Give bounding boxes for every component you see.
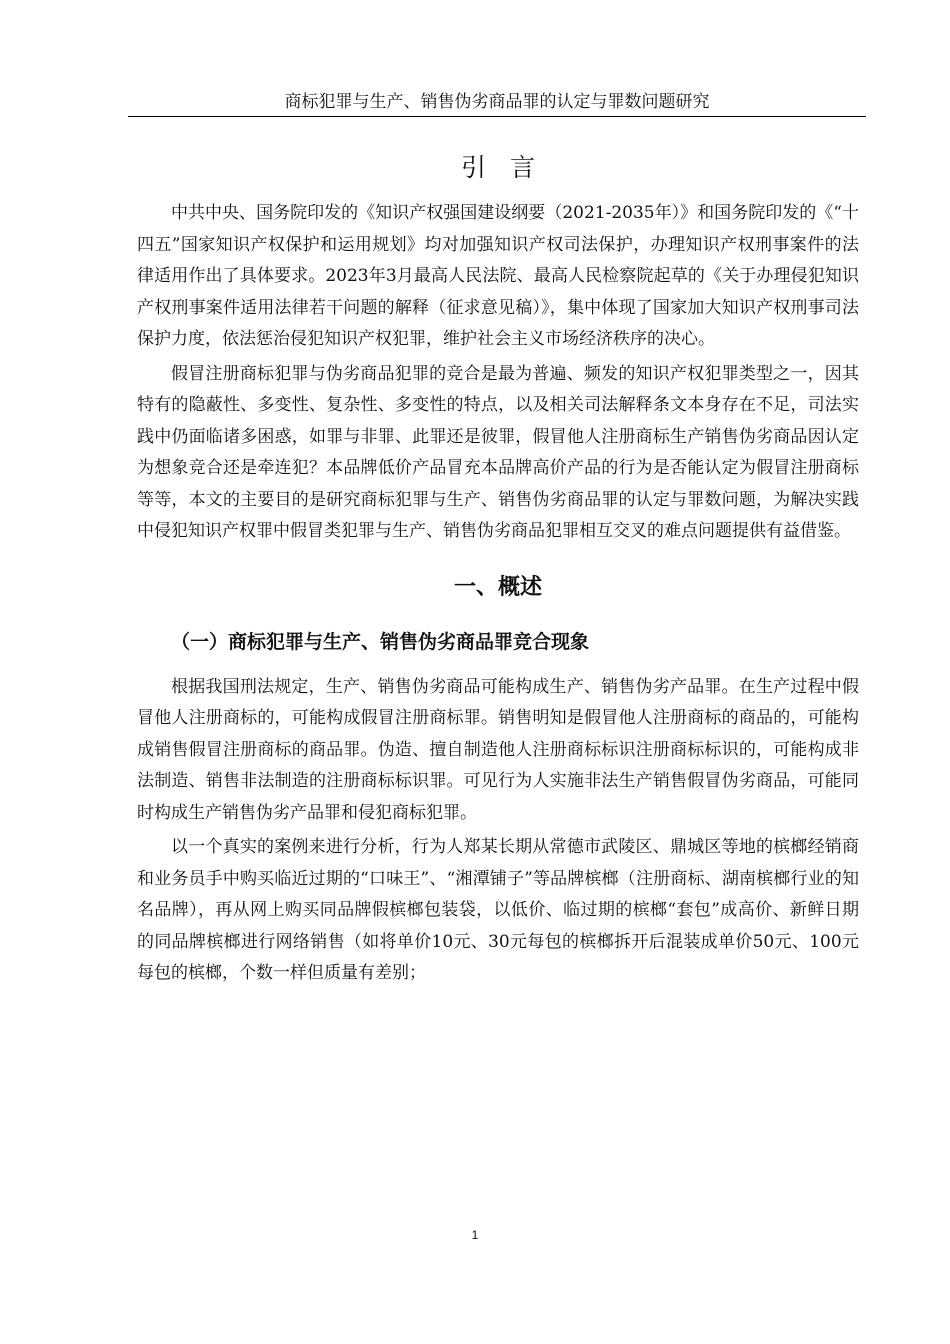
subsection-1-paragraph-2: 以一个真实的案例来进行分析，行为人郑某长期从常德市武陵区、鼎城区等地的槟榔经销商和业务员手中购买临近过期的“口味王”、“湘潭铺子”等品牌槟榔（注册商标、湖南槟榔行业的知名品牌），再从网上购买同品牌假槟榔包装袋，以低价、临过期的槟榔“套包”成高价、新鲜日期的同品牌槟榔进行网络销售（如将单价10元、30元每包的槟榔拆开后混装成单价50元、100元每包的槟榔，个数一样但质量有差别； bbox=[137, 837, 859, 983]
subsection-1-heading: （一）商标犯罪与生产、销售伪劣商品罪竞合现象 bbox=[171, 630, 590, 653]
document-body bbox=[137, 138, 859, 993]
running-header-title: 商标犯罪与生产、销售伪劣商品罪的认定与罪数问题研究 bbox=[284, 92, 710, 112]
intro-heading: 引言 bbox=[460, 153, 559, 182]
page-number: 1 bbox=[471, 1228, 479, 1242]
section-1-heading: 一、概述 bbox=[453, 574, 542, 600]
intro-paragraph-2: 假冒注册商标犯罪与伪劣商品犯罪的竞合是最为普遍、频发的知识产权犯罪类型之一，因其特有的隐蔽性、多变性、复杂性、多变性的特点，以及相关司法解释条文本身存在不足，司法实践中仍面临诸多困惑，如罪与非罪、此罪还是彼罪，假冒他人注册商标生产销售伪劣商品因认定为想象竞合还是牵连犯？本品牌低价产品冒充本品牌高价产品的行为是否能认定为假冒注册商标等等，本文的主要目的是研究商标犯罪与生产、销售伪劣商品罪的认定与罪数问题，为解决实践中侵犯知识产权罪中假冒类犯罪与生产、销售伪劣商品犯罪相互交叉的难点问题提供有益借鉴。 bbox=[137, 363, 859, 541]
subsection-1-paragraph-1: 根据我国刑法规定，生产、销售伪劣商品可能构成生产、销售伪劣产品罪。在生产过程中假冒他人注册商标的，可能构成假冒注册商标罪。销售明知是假冒他人注册商标的商品的，可能构成销售假冒注册商标的商品罪。伪造、擅自制造他人注册商标标识注册商标标识的，可能构成非法制造、销售非法制造的注册商标标识罪。可见行为人实施非法生产销售假冒伪劣商品，可能同时构成生产销售伪劣产品罪和侵犯商标犯罪。 bbox=[137, 676, 859, 823]
intro-paragraph-1: 中共中央、国务院印发的《知识产权强国建设纲要（2021-2035年）》和国务院印发的《“十四五”国家知识产权保护和运用规划》均对加强知识产权司法保护，办理知识产权刑事案件的法律适用作出了具体要求。2023年3月最高人民法院、最高人民检察院起草的《关于办理侵犯知识产权刑事案件适用法律若干问题的解释（征求意见稿）》，集中体现了国家加大知识产权刑事司法保护力度，依法惩治侵犯知识产权犯罪，维护社会主义市场经济秩序的决心。 bbox=[137, 203, 859, 349]
running-header bbox=[128, 90, 866, 117]
